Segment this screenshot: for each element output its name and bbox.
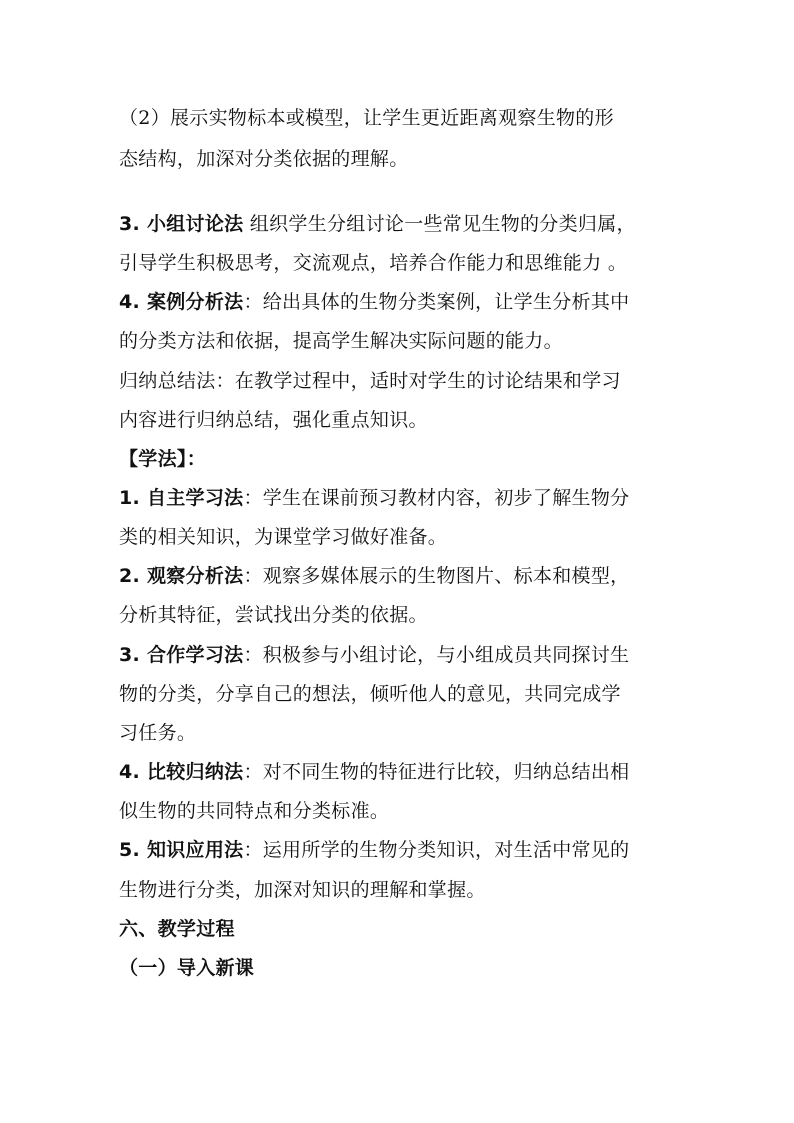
paragraph-line: （2）展示实物标本或模型，让学生更近距离观察生物的形 (119, 107, 614, 129)
study-method-5 (119, 837, 629, 863)
xuefa-heading: 【学法】： (119, 448, 207, 470)
section-heading: 六、教学过程 (119, 918, 235, 940)
paragraph-line: 分析其特征，尝试找出分类的依据。 (119, 604, 428, 626)
method-text: 组织学生分组讨论一些常见生物的分类归属， (243, 213, 636, 235)
method-text: ：学生在课前预习教材内容，初步了解生物分 (243, 487, 630, 509)
paragraph-line: 归纳总结法：在教学过程中，适时对学生的讨论结果和学习 (119, 370, 621, 392)
study-method-3 (119, 642, 629, 668)
subsection-heading: （一）导入新课 (119, 957, 255, 979)
method-text: ：观察多媒体展示的生物图片、标本和模型， (243, 565, 630, 587)
method-label: 4. 案例分析法 (119, 291, 244, 313)
method-text: ：给出具体的生物分类案例，让学生分析其中 (243, 291, 630, 313)
method-label: 4. 比较归纳法 (119, 761, 244, 783)
method-text: ：对不同生物的特征进行比较，归纳总结出相 (243, 761, 630, 783)
study-method-2 (119, 563, 629, 589)
method-group-discussion (119, 211, 636, 237)
method-label: 3. 小组讨论法 (119, 213, 244, 235)
method-label: 5. 知识应用法 (119, 839, 244, 861)
paragraph-line: 类的相关知识，为课堂学习做好准备。 (119, 526, 448, 548)
method-text: ：运用所学的生物分类知识，对生活中常见的 (243, 839, 630, 861)
paragraph-line: 内容进行归纳总结，强化重点知识。 (119, 409, 428, 431)
study-method-4 (119, 759, 629, 785)
method-label: 3. 合作学习法 (119, 644, 244, 666)
method-label: 1. 自主学习法 (119, 487, 244, 509)
paragraph-line: 引导学生积极思考，交流观点，培养合作能力和思维能力 。 (119, 252, 628, 274)
paragraph-line: 态结构，加深对分类依据的理解。 (119, 148, 409, 170)
method-label: 2. 观察分析法 (119, 565, 244, 587)
study-method-1 (119, 485, 629, 511)
paragraph-line: 似生物的共同特点和分类标准。 (119, 800, 390, 822)
paragraph-line: 的分类方法和依据，提高学生解决实际问题的能力。 (119, 330, 563, 352)
paragraph-line: 物的分类，分享自己的想法，倾听他人的意见，共同完成学 (119, 683, 621, 705)
paragraph-line: 习任务。 (119, 722, 197, 744)
paragraph-line: 生物进行分类，加深对知识的理解和掌握。 (119, 879, 486, 901)
method-case-analysis (119, 289, 629, 315)
method-text: ：积极参与小组讨论，与小组成员共同探讨生 (243, 644, 630, 666)
